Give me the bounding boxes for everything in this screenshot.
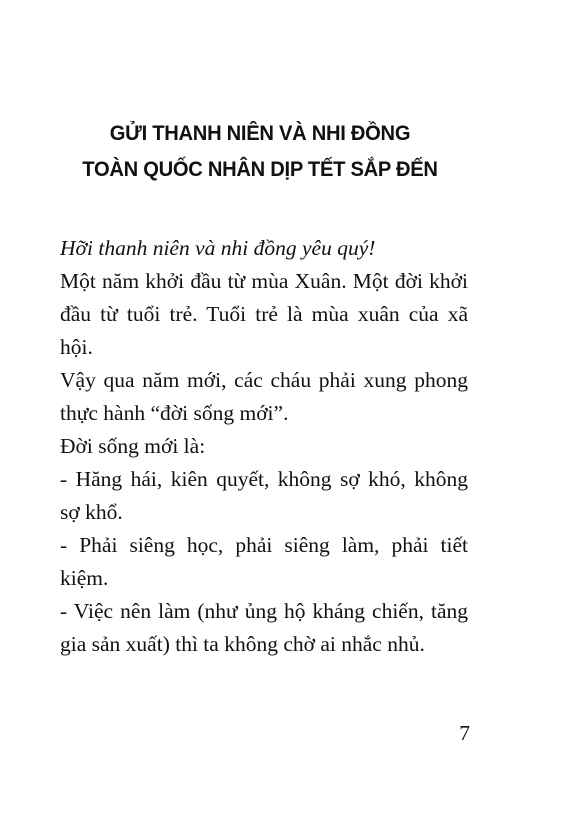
paragraph-6: - Việc nên làm (như ủng hộ kháng chiến, tăng gia sản xuất) thì ta không chờ ai nhắc nhủ. [60,599,468,656]
paragraph-1: Một năm khởi đầu từ mùa Xuân. Một đời khởi đầu từ tuổi trẻ. Tuổi trẻ là mùa xuân của xã hội. [60,269,468,359]
page-title [49,116,471,188]
page-number: 7 [459,721,470,745]
title-line-1: GỬI THANH NIÊN VÀ NHI ĐỒNG [109,122,411,145]
body-text [60,232,468,661]
paragraph-2: Vậy qua năm mới, các cháu phải xung phong thực hành “đời sống mới”. [60,368,468,425]
greeting: Hỡi thanh niên và nhi đồng yêu quý! [60,236,376,260]
paragraph-3: Đời sống mới là: [60,434,206,458]
paragraph-4: - Hăng hái, kiên quyết, không sợ khó, không sợ khổ. [60,467,468,524]
paragraph-5: - Phải siêng học, phải siêng làm, phải tiết kiệm. [60,533,468,590]
title-line-2: TOÀN QUỐC NHÂN DỊP TẾT SẮP ĐẾN [82,158,438,181]
